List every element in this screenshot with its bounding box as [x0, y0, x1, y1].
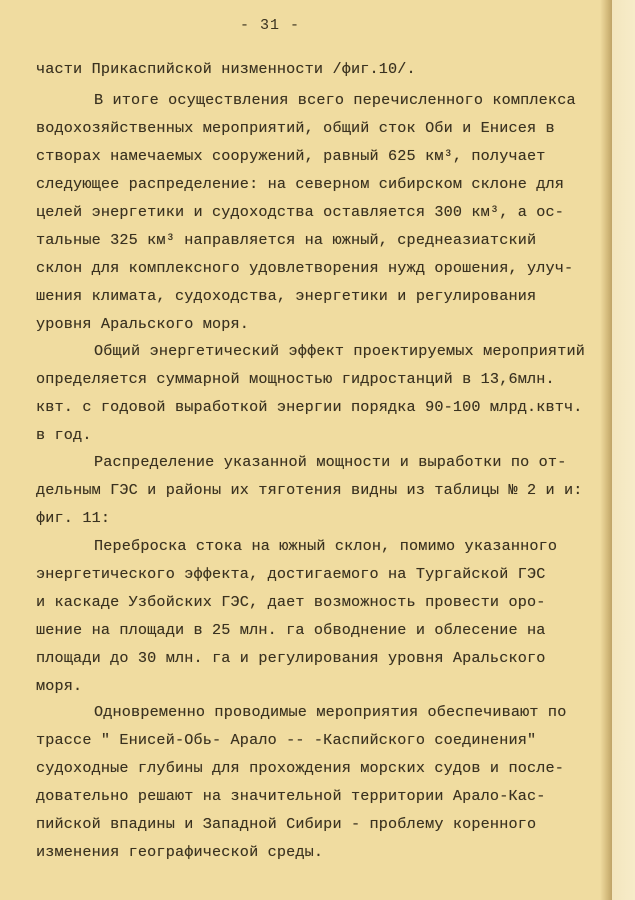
page-edge-shadow: [600, 0, 612, 900]
text-line: определяется суммарной мощностью гидростанций в 13,6млн.: [36, 370, 555, 388]
text-line: уровня Аральского моря.: [36, 315, 250, 333]
text-line: пийской впадины и Западной Сибири - проблему коренного: [36, 815, 537, 833]
text-line: створах намечаемых сооружений, равный 625 км³, получает: [36, 147, 546, 165]
text-line: довательно решают на значительной территории Арало-Кас-: [36, 787, 546, 805]
text-line: целей энергетики и судоходства оставляется 300 км³, а ос-: [36, 203, 565, 221]
text-line: шения климата, судоходства, энергетики и регулирования: [36, 287, 537, 305]
text-line: шение на площади в 25 млн. га обводнение и облесение на: [36, 621, 546, 639]
paragraph-start-line: В итоге осуществления всего перечисленного комплекса: [94, 91, 576, 109]
text-line: фиг. 11:: [36, 509, 111, 527]
text-line: части Прикаспийской низменности /фиг.10/.: [36, 60, 416, 78]
text-line: следующее распределение: на северном сибирском склоне для: [36, 175, 565, 193]
paragraph-start-line: Распределение указанной мощности и выработки по от-: [94, 453, 567, 471]
text-line: моря.: [36, 677, 83, 695]
underlying-sheet-edge: [612, 0, 635, 900]
text-line: судоходные глубины для прохождения морских судов и после-: [36, 759, 565, 777]
text-line: тальные 325 км³ направляется на южный, среднеазиатский: [36, 231, 537, 249]
text-line: в год.: [36, 426, 92, 444]
text-line: площади до 30 млн. га и регулирования уровня Аральского: [36, 649, 546, 667]
text-line: энергетического эффекта, достигаемого на Тургайской ГЭС: [36, 565, 546, 583]
text-line: изменения географической среды.: [36, 843, 324, 861]
text-line: квт. с годовой выработкой энергии порядка 90-100 млрд.квтч.: [36, 398, 583, 416]
page-number: - 31 -: [239, 17, 300, 34]
paragraph-start-line: Одновременно проводимые мероприятия обеспечивают по: [94, 703, 567, 721]
text-line: склон для комплексного удовлетворения нужд орошения, улуч-: [36, 259, 574, 277]
paragraph-start-line: Общий энергетический эффект проектируемых мероприятий: [94, 342, 585, 360]
text-line: дельным ГЭС и районы их тяготения видны из таблицы № 2 и и:: [36, 481, 583, 499]
paragraph-start-line: Переброска стока на южный склон, помимо указанного: [94, 537, 558, 555]
text-line: трассе " Енисей-Обь- Арало -- -Каспийского соединения": [36, 731, 537, 749]
text-line: водохозяйственных мероприятий, общий сток Оби и Енисея в: [36, 119, 555, 137]
text-line: и каскаде Узбойских ГЭС, дает возможность провести оро-: [36, 593, 546, 611]
